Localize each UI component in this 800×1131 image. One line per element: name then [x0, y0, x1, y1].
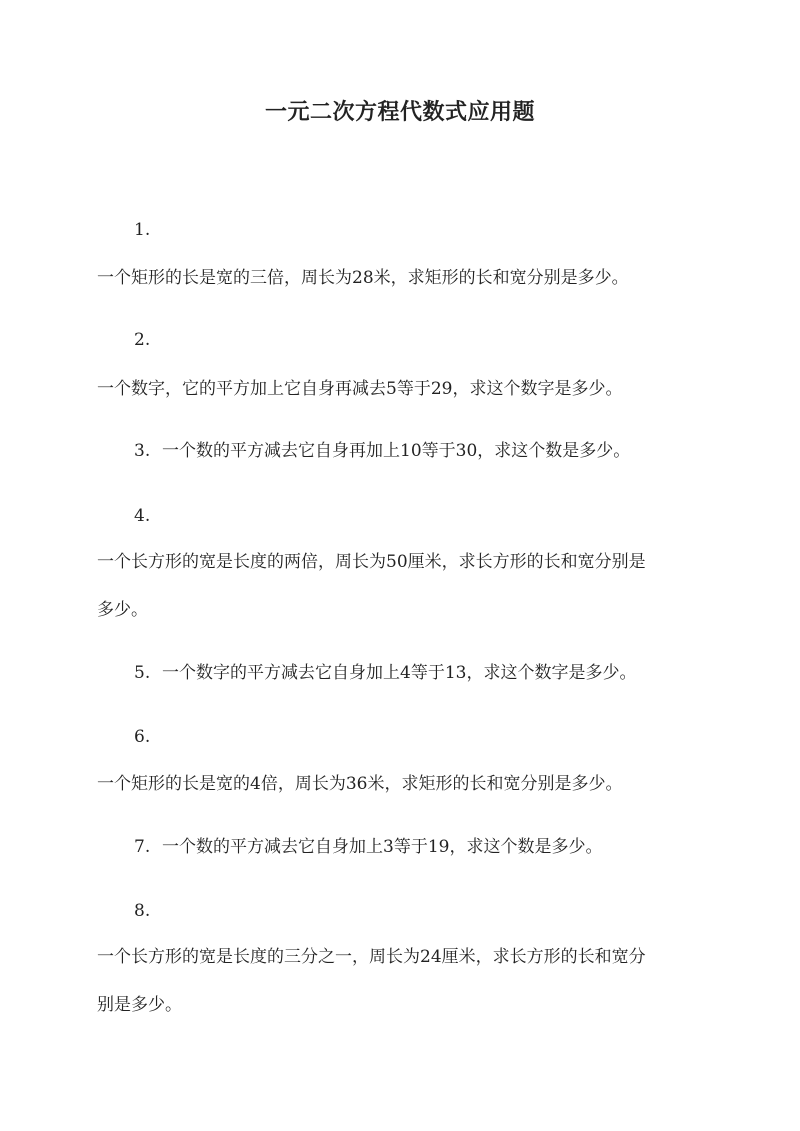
- question-4-text-line1: 一个长方形的宽是长度的两倍，周长为50厘米，求长方形的长和宽分别是: [97, 552, 646, 572]
- question-7-text: 一个数的平方减去它自身加上3等于19，求这个数是多少。: [162, 837, 603, 857]
- question-1-text: 一个矩形的长是宽的三倍，周长为28米，求矩形的长和宽分别是多少。: [97, 268, 629, 288]
- question-5-number: 5.: [134, 663, 151, 683]
- question-4-text-line2: 多少。: [97, 600, 148, 620]
- question-5-text: 一个数字的平方减去它自身加上4等于13，求这个数字是多少。: [162, 663, 637, 683]
- question-4-number: 4.: [134, 506, 151, 526]
- question-3-text: 一个数的平方减去它自身再加上10等于30，求这个数是多少。: [162, 441, 631, 461]
- question-3-number: 3.: [134, 441, 151, 461]
- question-6-number: 6.: [134, 727, 151, 747]
- question-7-number: 7.: [134, 837, 151, 857]
- question-1-number: 1.: [134, 220, 151, 240]
- question-8-number: 8.: [134, 901, 151, 921]
- question-8-text-line1: 一个长方形的宽是长度的三分之一，周长为24厘米，求长方形的长和宽分: [97, 947, 646, 967]
- question-6-text: 一个矩形的长是宽的4倍，周长为36米，求矩形的长和宽分别是多少。: [97, 774, 623, 794]
- page-title: 一元二次方程代数式应用题: [264, 99, 535, 125]
- question-2-text: 一个数字，它的平方加上它自身再减去5等于29，求这个数字是多少。: [97, 379, 623, 399]
- question-8-text-line2: 别是多少。: [97, 995, 182, 1015]
- question-2-number: 2.: [134, 330, 151, 350]
